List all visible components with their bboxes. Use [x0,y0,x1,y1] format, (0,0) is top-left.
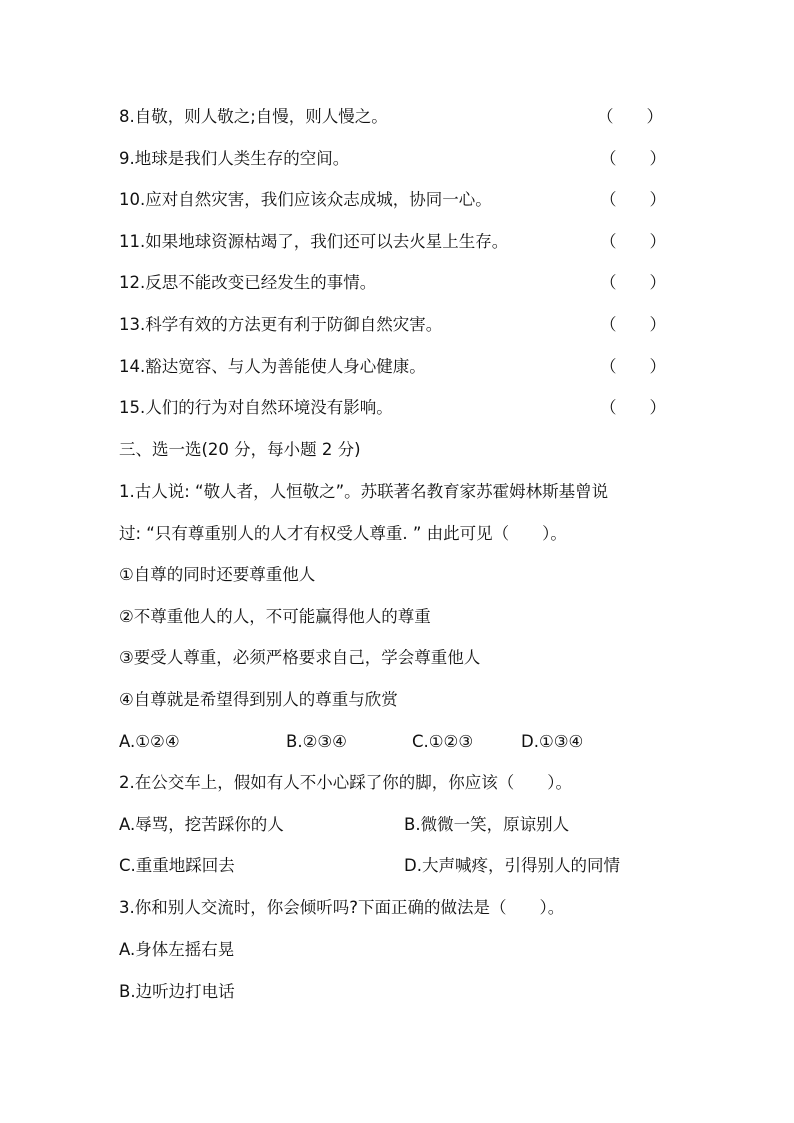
question-1-option-c: C.①②③ [412,732,474,751]
answer-paren-14: （ ） [600,357,666,376]
judgement-item-13: 13.科学有效的方法更有利于防御自然灾害。 [119,315,443,334]
question-1-statement-4: ④自尊就是希望得到别人的尊重与欣赏 [119,690,398,709]
question-1-option-b: B.②③④ [286,732,347,751]
judgement-item-8: 8.自敬，则人敬之;自慢，则人慢之。 [119,107,388,126]
answer-paren-13: （ ） [600,315,666,334]
answer-paren-11: （ ） [600,232,666,251]
answer-paren-9: （ ） [600,149,666,168]
judgement-item-9: 9.地球是我们人类生存的空间。 [119,149,350,168]
judgement-item-11: 11.如果地球资源枯竭了，我们还可以去火星上生存。 [119,232,509,251]
answer-paren-15: （ ） [600,398,666,417]
section-heading: 三、选一选(20 分，每小题 2 分) [119,440,361,459]
question-2-option-d: D.大声喊疼，引得别人的同情 [404,856,620,875]
judgement-item-12: 12.反思不能改变已经发生的事情。 [119,273,377,292]
question-2-option-b: B.微微一笑，原谅别人 [404,815,570,834]
question-3-stem: 3.你和别人交流时，你会倾听吗?下面正确的做法是（ ）。 [119,898,565,917]
question-1-option-a: A.①②④ [119,732,180,751]
question-1-stem-line2: 过: “只有尊重别人的人才有权受人尊重. ” 由此可见（ ）。 [119,524,567,543]
question-3-option-b: B.边听边打电话 [119,982,235,1001]
question-2-stem: 2.在公交车上，假如有人不小心踩了你的脚，你应该（ ）。 [119,773,572,792]
question-1-statement-2: ②不尊重他人的人，不可能赢得他人的尊重 [119,607,431,626]
judgement-item-15: 15.人们的行为对自然环境没有影响。 [119,398,393,417]
question-1-option-d: D.①③④ [521,732,584,751]
answer-paren-8: （ ） [597,107,663,126]
answer-paren-12: （ ） [600,273,666,292]
answer-paren-10: （ ） [600,190,666,209]
question-2-option-c: C.重重地踩回去 [119,856,235,875]
question-3-option-a: A.身体左摇右晃 [119,940,235,959]
judgement-item-10: 10.应对自然灾害，我们应该众志成城，协同一心。 [119,190,492,209]
question-2-option-a: A.辱骂，挖苦踩你的人 [119,815,284,834]
question-1-statement-3: ③要受人尊重，必须严格要求自己，学会尊重他人 [119,648,481,667]
judgement-item-14: 14.豁达宽容、与人为善能使人身心健康。 [119,357,426,376]
question-1-stem-line1: 1.古人说: “敬人者，人恒敬之”。苏联著名教育家苏霍姆林斯基曾说 [119,482,609,501]
question-1-statement-1: ①自尊的同时还要尊重他人 [119,565,316,584]
